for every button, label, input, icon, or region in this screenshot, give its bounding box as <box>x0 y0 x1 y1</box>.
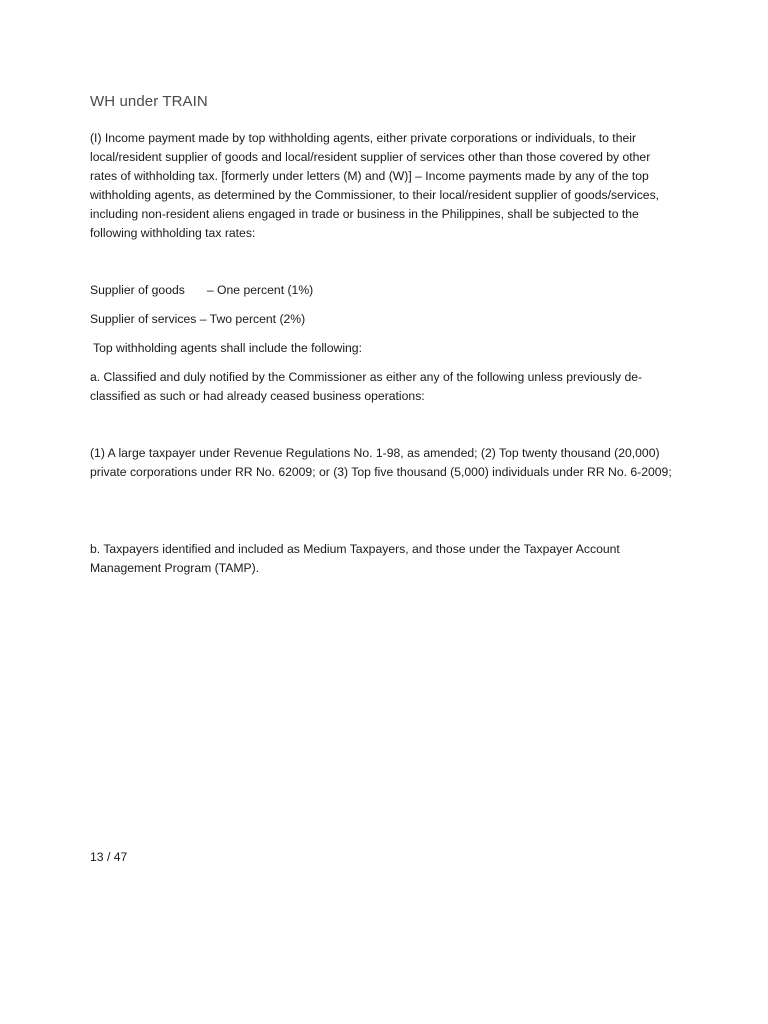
paragraph-item-a-list: (1) A large taxpayer under Revenue Regulations No. 1-98, as amended; (2) Top twenty thousand (20,000) private corporations under RR No. 62009; or (3) Top five thousand (5,000) individuals under RR No. 6-2009; <box>90 446 672 479</box>
document-heading: WH under TRAIN <box>90 93 208 110</box>
paragraph-item-b: b. Taxpayers identified and included as Medium Taxpayers, and those under the Taxpayer Account Management Program (TAMP). <box>90 542 620 575</box>
paragraph-top-agents: Top withholding agents shall include the following: <box>93 341 362 355</box>
supplier-goods-rate: – One percent (1%) <box>206 283 314 297</box>
paragraph-intro: (I) Income payment made by top withholding agents, either private corporations or individuals, to their local/resident supplier of goods and local/resident supplier of services other than those covered by other rates of withholding tax. [formerly under letters (M) and (W)] – Income payments made by any of the top withholding agents, as determined by the Commissioner, to their local/resident supplier of goods/services, including non-resident aliens engaged in trade or business in the Philippines, shall be subjected to the following withholding tax rates: <box>90 131 660 240</box>
page-number: 13 / 47 <box>90 850 128 864</box>
supplier-goods-label: Supplier of goods <box>90 283 185 297</box>
paragraph-supplier-services: Supplier of services – Two percent (2%) <box>90 312 306 326</box>
paragraph-supplier-goods <box>90 281 680 300</box>
paragraph-item-a: a. Classified and duly notified by the Commissioner as either any of the following unless previously de-classified as such or had already ceased business operations: <box>90 370 643 403</box>
